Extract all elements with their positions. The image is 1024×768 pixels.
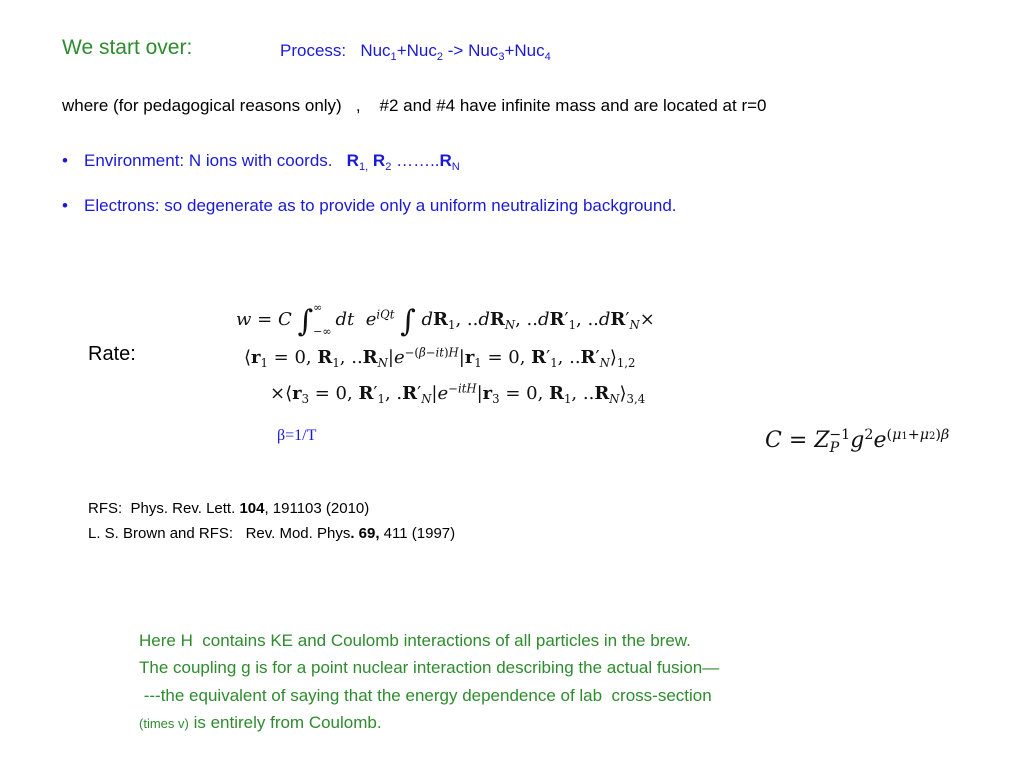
bullet-electrons [62,196,677,216]
coord-r2-sub: 2 [385,160,392,173]
coord-dots: …….. [391,151,440,170]
coord-rn: R [439,151,452,170]
c-definition-equation: $C = Z_P^{-1}g^2e^{(\mu 1+\mu 2)\beta}$ [765,427,950,456]
electrons-text: Electrons: so degenerate as to provide only a uniform neutralizing background. [84,196,677,215]
nuc-3: -> Nuc [443,41,499,60]
rate-equation-line-1: w = C ∫ ∞ −∞ dt $e^{iQt}$ ∫ $dR_1$, $..dR_N$, $..dR'_1$, $..dR'_N\times$ [236,301,655,339]
nuc-4: +Nuc [504,41,545,60]
process-label: Process: [280,41,347,60]
note-times-v: (times v) [139,716,189,731]
ref-2-prefix: L. S. Brown and RFS: Rev. Mod. Phys [88,525,351,542]
rate-equation-line-2: $⟨r_1 = 0$, $R_1$, $..R_N|e^{-(\beta-it)H}|r_1 = 0$, $R'_1$, $..R'_N⟩_{1,2}$ [244,345,636,371]
note-line-4 [139,713,382,733]
rate-equation-line-3: $\times⟨r_3 = 0$, $R'_1$, $.R'_N|e^{-itH}|r_3 = 0$, $R_1$, $..R_N⟩_{3,4}$ [270,381,646,407]
note-line-2: The coupling g is for a point nuclear interaction describing the actual fusion— [139,658,720,677]
coord-r1-sub: 1, [358,160,369,173]
note-line-1: Here H contains KE and Coulomb interactions of all particles in the brew. [139,631,691,650]
coord-r2: R [372,151,386,170]
nuc-4-sub: 4 [544,50,551,63]
bullet-dot: • [62,196,68,215]
slide-heading: We start over: [62,36,193,59]
bullet-dot: • [62,151,68,170]
ref-1-volume: 104 [239,500,265,517]
coord-rn-sub: N [451,160,460,173]
nuc-1: Nuc [360,41,391,60]
nuc-2-sub: 2 [436,50,444,63]
environment-text: Environment: N ions with coords. [84,151,333,170]
coord-r1: R [346,151,359,170]
bullet-environment [62,151,460,171]
nuc-1-sub: 1 [390,50,397,63]
reference-1 [88,500,369,517]
reference-2 [88,525,455,542]
nuc-3-sub: 3 [498,50,505,63]
ref-2-suffix: 411 (1997) [379,525,456,542]
rate-label: Rate: [88,343,136,365]
ref-2-volume: . 69, [350,525,380,542]
process-reaction [280,41,551,61]
beta-definition: β=1/T [277,427,317,444]
where-line: where (for pedagogical reasons only) , #2 and #4 have infinite mass and are located at r=0 [62,96,767,115]
nuc-2: +Nuc [396,41,437,60]
note-line-4-text: is entirely from Coulomb. [188,713,382,732]
note-line-3: ---the equivalent of saying that the energy dependence of lab cross-section [139,686,712,705]
ref-1-prefix: RFS: Phys. Rev. Lett. [88,500,240,517]
ref-1-suffix: , 191103 (2010) [264,500,370,517]
